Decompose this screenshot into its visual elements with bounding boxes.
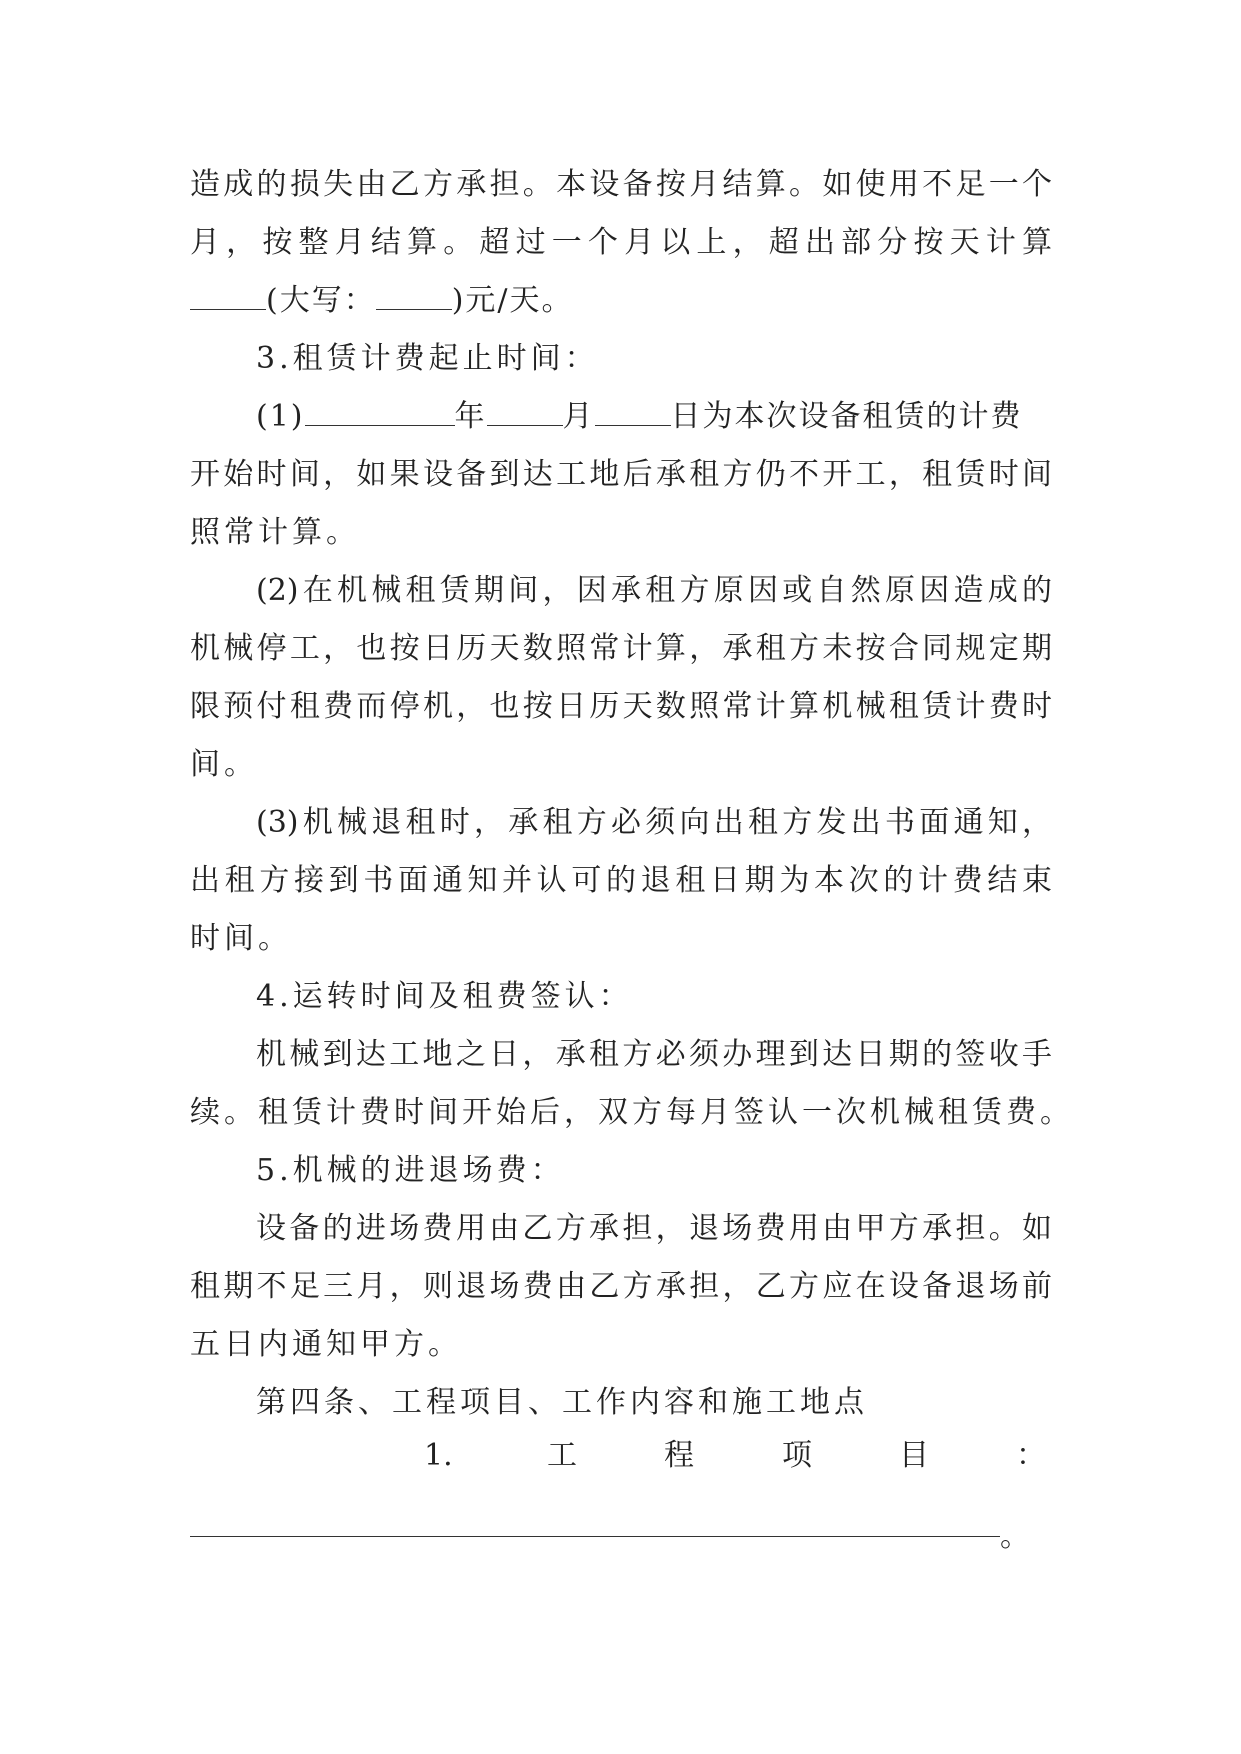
project-blank-field[interactable]: [190, 1536, 1000, 1537]
text-line: 限预付租费而停机，也按日历天数照常计算机械租赁计费时: [190, 689, 1052, 724]
text-line: 出租方接到书面通知并认可的退租日期为本次的计费结束: [190, 863, 1052, 898]
item-char: 程: [664, 1438, 694, 1473]
blank-year[interactable]: [305, 391, 455, 426]
text-line: 照常计算。: [190, 515, 360, 550]
text-segment: (1): [256, 399, 305, 434]
item-colon: ：: [1016, 1438, 1046, 1473]
text-line: 五日内通知甲方。: [190, 1327, 462, 1362]
item-char: 项: [782, 1438, 812, 1473]
text-line: 时间。: [190, 921, 292, 956]
text-segment: 年: [454, 399, 487, 434]
text-line: 设备的进场费用由乙方承担，退场费用由甲方承担。如: [256, 1211, 1052, 1246]
blank-field[interactable]: [376, 275, 452, 310]
text-line: 月，按整月结算。超过一个月以上，超出部分按天计算: [190, 225, 1052, 260]
text-line: 机械停工，也按日历天数照常计算，承租方未按合同规定期: [190, 631, 1052, 666]
text-line: 间。: [190, 747, 258, 782]
blank-field[interactable]: [190, 275, 266, 310]
date-line: [256, 388, 1052, 446]
section-heading: 5.机械的进退场费：: [256, 1153, 565, 1188]
blank-day[interactable]: [595, 391, 671, 426]
section-heading: 3.租赁计费起止时间：: [256, 341, 599, 376]
text-line: 机械到达工地之日，承租方必须办理到达日期的签收手: [256, 1037, 1052, 1072]
text-segment: )元/天。: [451, 283, 574, 318]
text-line: 造成的损失由乙方承担。本设备按月结算。如使用不足一个: [190, 167, 1052, 202]
section-heading: 4.运转时间及租费签认：: [256, 979, 633, 1014]
text-segment: 月: [562, 399, 595, 434]
item-number: 1.: [424, 1438, 453, 1473]
item-char: 目: [899, 1438, 929, 1473]
blank-month[interactable]: [487, 391, 563, 426]
rate-line: [190, 272, 1052, 330]
text-line: 开始时间，如果设备到达工地后承租方仍不开工，租赁时间: [190, 457, 1052, 492]
text-line: (3)机械退租时，承租方必须向出租方发出书面通知，: [256, 805, 1052, 840]
end-period: 。: [1000, 1519, 1030, 1554]
text-line: (2)在机械租赁期间，因承租方原因或自然原因造成的: [256, 573, 1052, 608]
item-char: 工: [547, 1438, 577, 1473]
text-segment: 日为本次设备租赁的计费: [670, 399, 1023, 434]
article-heading: 第四条、工程项目、工作内容和施工地点: [256, 1385, 868, 1420]
text-segment: (大写：: [266, 283, 376, 318]
text-line: 续。租赁计费时间开始后，双方每月签认一次机械租赁费。: [190, 1095, 1070, 1130]
text-line: 租期不足三月，则退场费由乙方承担，乙方应在设备退场前: [190, 1269, 1052, 1304]
